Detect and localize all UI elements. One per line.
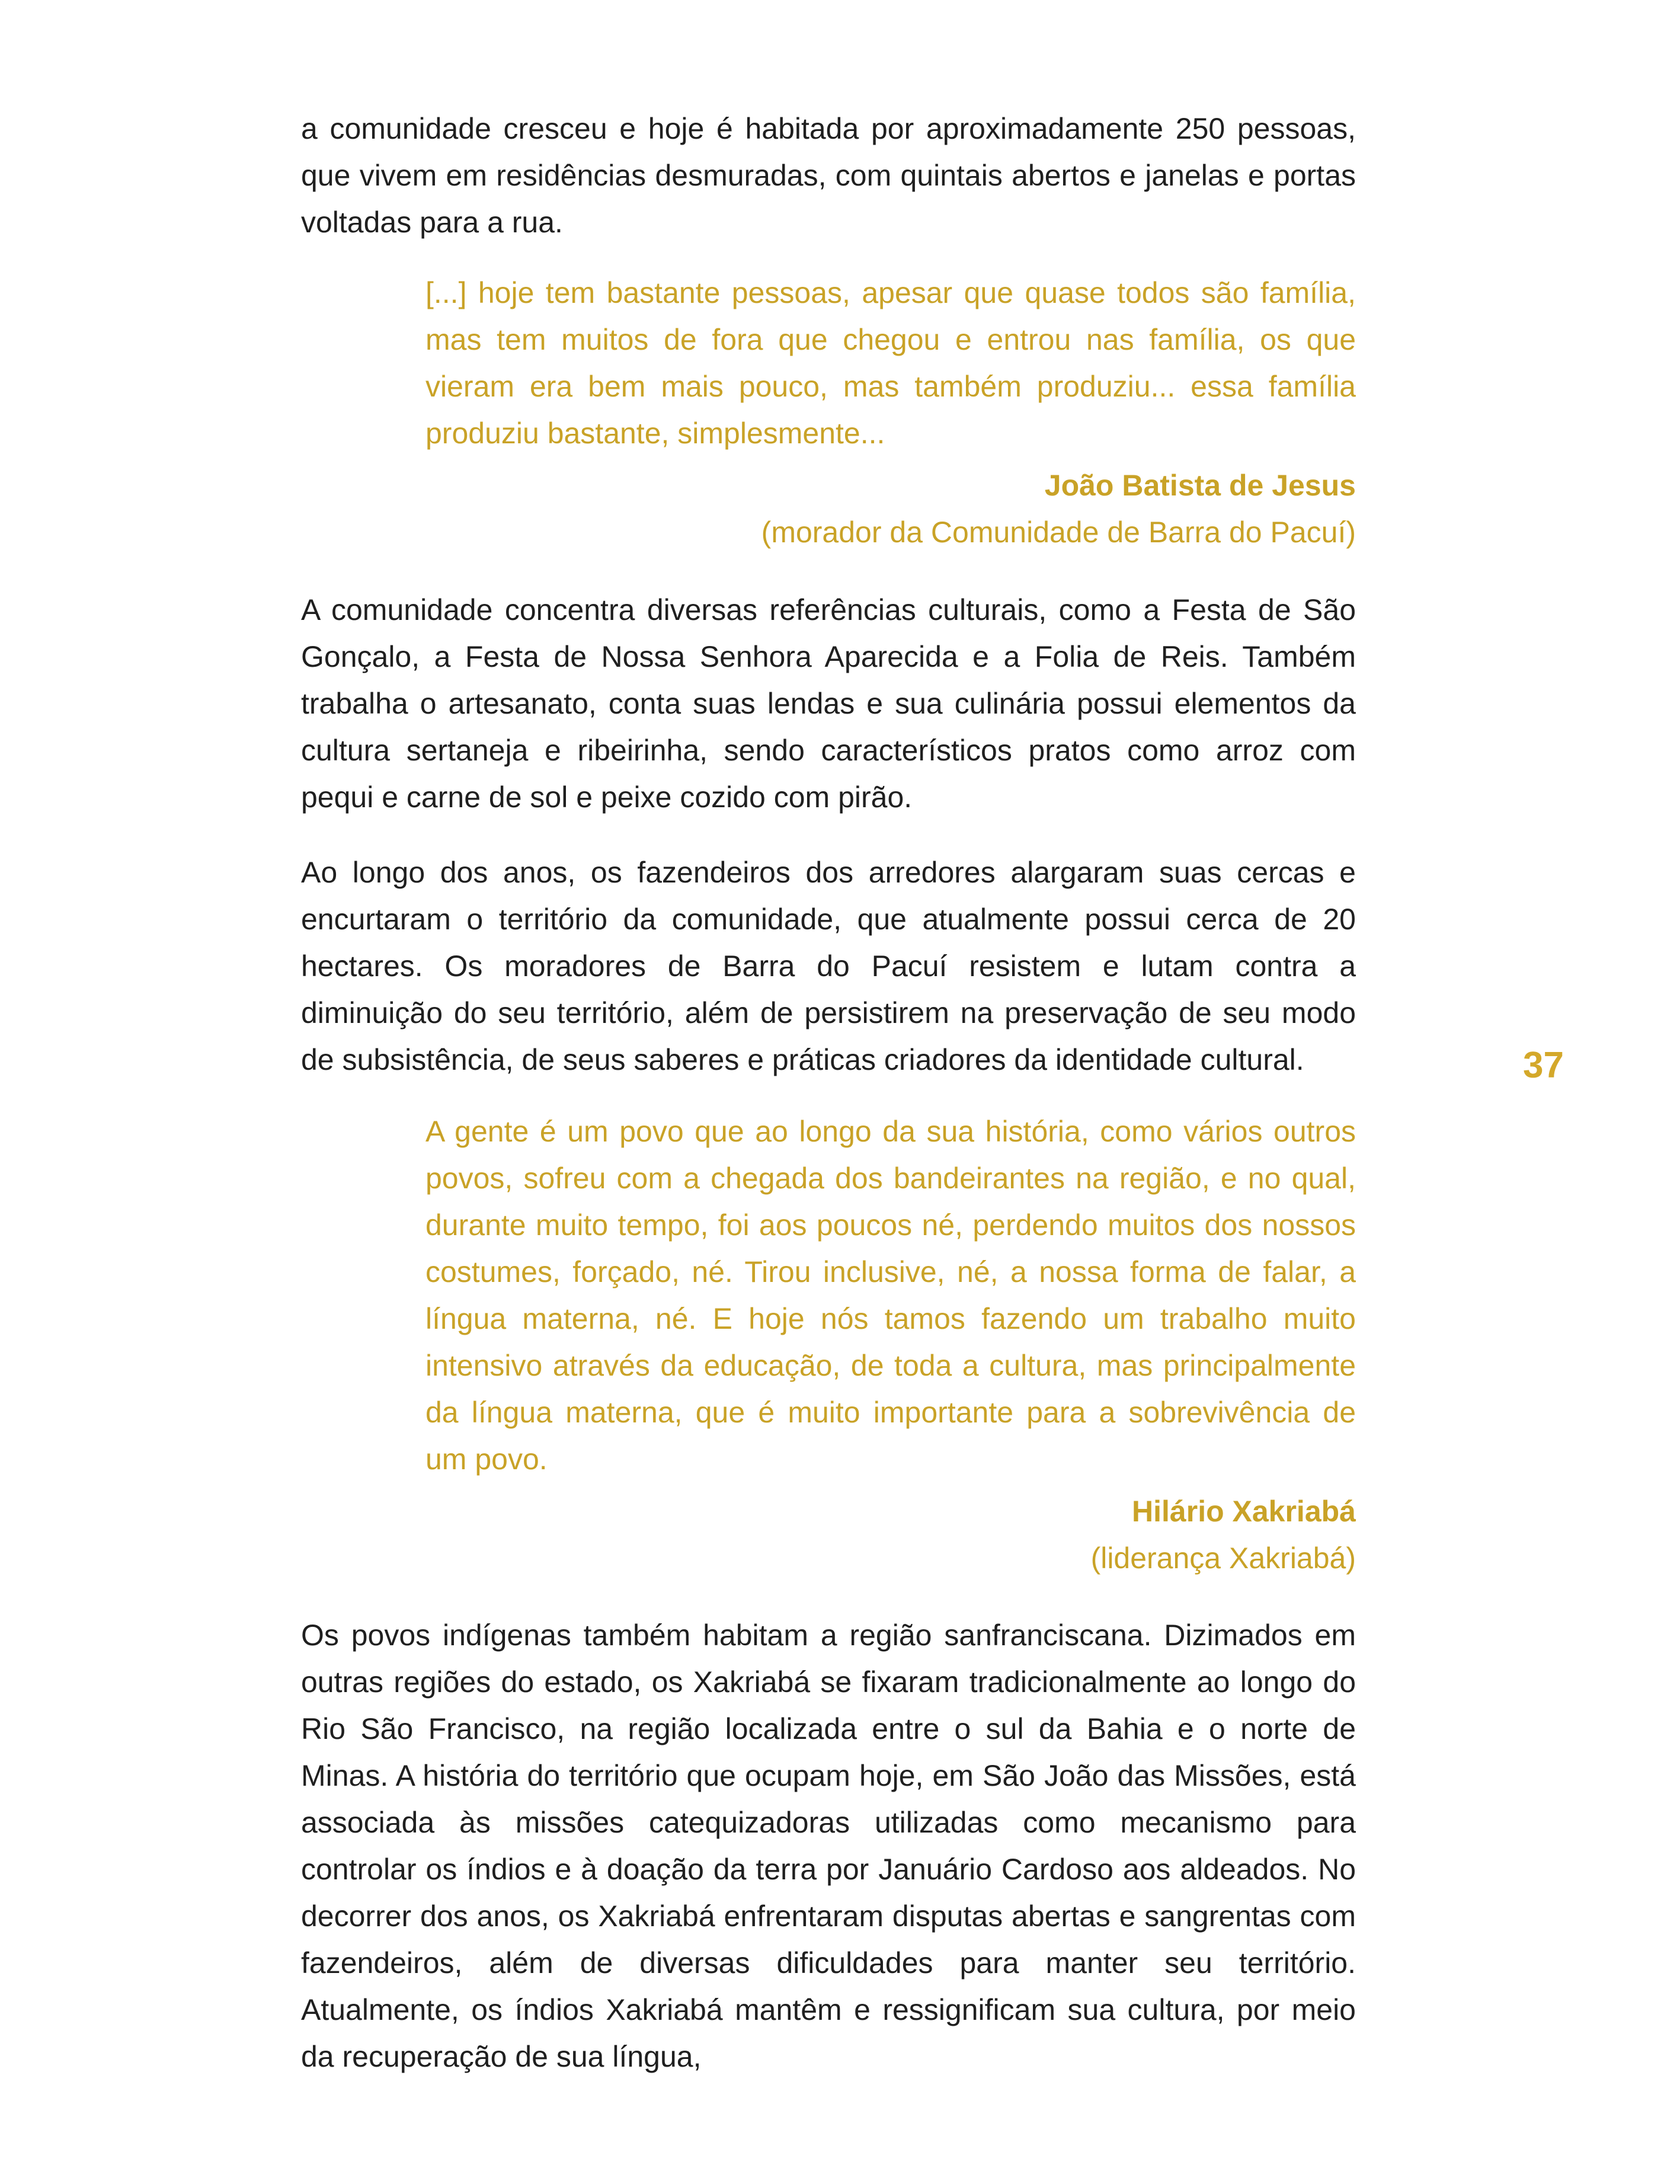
quote-hilario-text: A gente é um povo que ao longo da sua história, como vários outros povos, sofreu com a chegada dos bandeirantes na região, e no qual, durante muito tempo, foi aos poucos né, perdendo muitos dos nossos costumes, forçado, né. Tirou inclusive, né, a nossa forma de falar, a língua materna, né. E hoje nós tamos fazendo um trabalho muito intensivo através da educação, de toda a cultura, mas principalmente da língua materna, que é muito importante para a sobrevivência de um povo.	[425, 1115, 1356, 1476]
quote-joao-text: [...] hoje tem bastante pessoas, apesar que quase todos são família, mas tem muitos de fora que chegou e entrou nas família, os que vieram era bem mais pouco, mas também produziu... essa família produziu bastante, simplesmente...	[425, 276, 1356, 450]
quote-joao-role: (morador da Comunidade de Barra do Pacuí)	[761, 516, 1356, 549]
paragraph-indigenous-peoples: Os povos indígenas também habitam a região sanfranciscana. Dizimados em outras regiões do estado, os Xakriabá se fixaram tradicionalmente ao longo do Rio São Francisco, na região localizada entre o sul da Bahia e o norte de Minas. A história do território que ocupam hoje, em São João das Missões, está associada às missões catequizadoras utilizadas como mecanismo para controlar os índios e à doação da terra por Januário Cardoso aos aldeados. No decorrer dos anos, os Xakriabá enfrentaram disputas abertas e sangrentas com fazendeiros, além de diversas dificuldades para manter seu território. Atualmente, os índios Xakriabá mantêm e ressignificam sua cultura, por meio da recuperação de sua língua,	[301, 1619, 1356, 2073]
quote-hilario-role: (liderança Xakriabá)	[1090, 1542, 1356, 1575]
paragraph-cultural-references: A comunidade concentra diversas referências culturais, como a Festa de São Gonçalo, a Festa de Nossa Senhora Aparecida e a Folia de Reis. Também trabalha o artesanato, conta suas lendas e sua culinária possui elementos da cultura sertaneja e ribeirinha, sendo característicos pratos como arroz com pequi e carne de sol e peixe cozido com pirão.	[301, 593, 1356, 814]
quote-hilario-author: Hilário Xakriabá	[1132, 1495, 1356, 1528]
paragraph-intro: a comunidade cresceu e hoje é habitada por aproximadamente 250 pessoas, que vivem em residências desmuradas, com quintais abertos e janelas e portas voltadas para a rua.	[301, 112, 1356, 239]
page-number: 37	[1523, 1045, 1564, 1086]
paragraph-territory: Ao longo dos anos, os fazendeiros dos arredores alargaram suas cercas e encurtaram o território da comunidade, que atualmente possui cerca de 20 hectares. Os moradores de Barra do Pacuí resistem e lutam contra a diminuição do seu território, além de persistirem na preservação de seu modo de subsistência, de seus saberes e práticas criadores da identidade cultural.	[301, 856, 1356, 1076]
quote-joao-author: João Batista de Jesus	[1044, 469, 1356, 502]
